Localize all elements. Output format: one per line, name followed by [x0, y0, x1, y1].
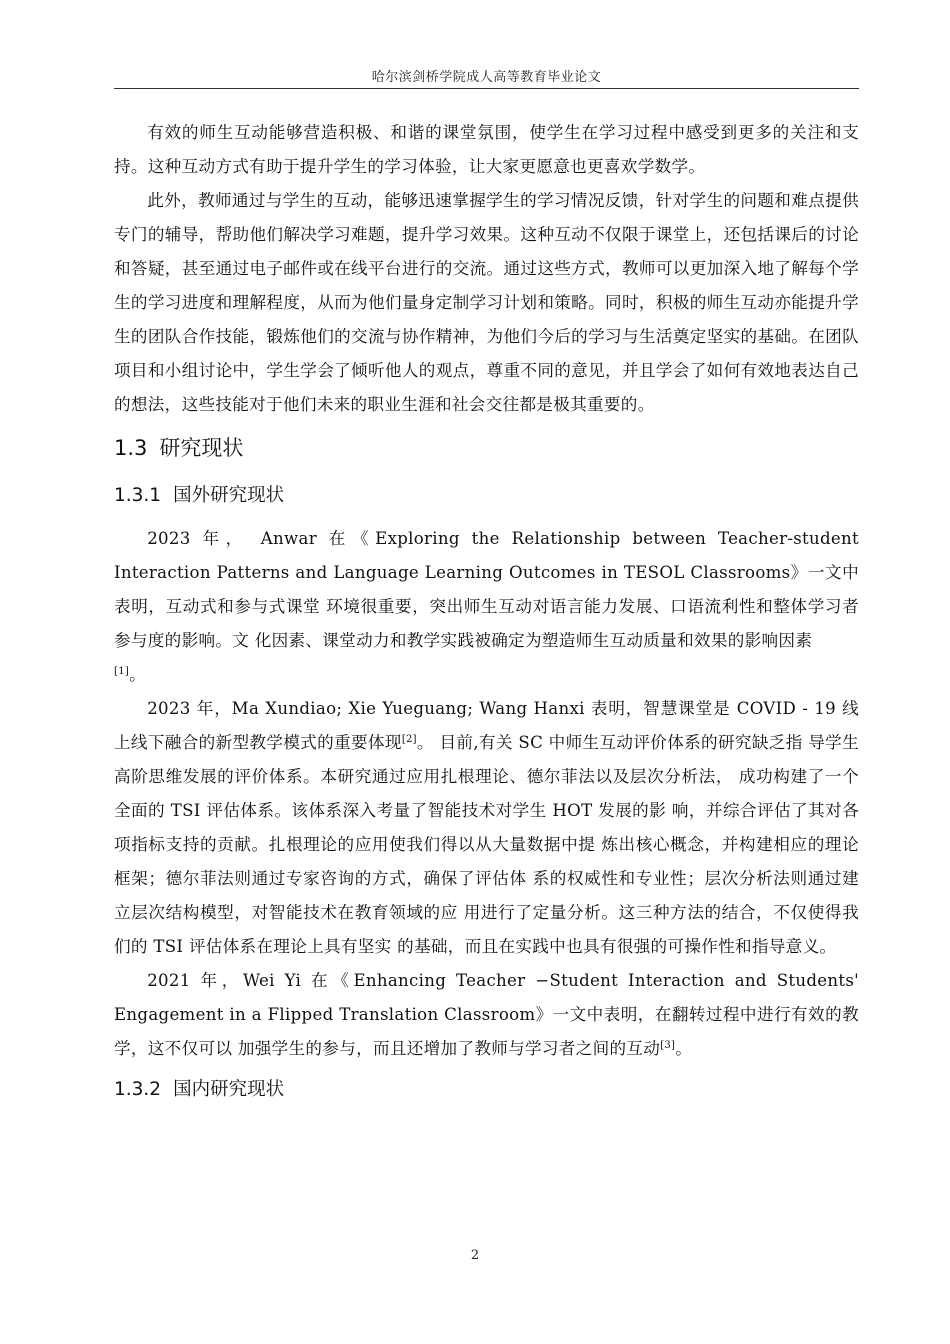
- paragraph: [114, 692, 859, 964]
- paragraph-end: 。: [129, 665, 146, 684]
- citation: [2]: [401, 734, 417, 745]
- subsection-title: 国内研究现状: [173, 1079, 285, 1100]
- subsection-heading: [114, 1070, 859, 1110]
- subsection-heading: [114, 476, 859, 516]
- section-title: 研究现状: [159, 436, 244, 460]
- subsection-number: 1.3.2: [114, 1079, 162, 1100]
- section-number: 1.3: [114, 436, 148, 460]
- paragraph-text: 2023 年，Ma Xundiao; Xie Yueguang; Wang Hanxi 表明，智慧课堂是 COVID - 19 线上线下融合的新型教学模式的重要体现: [114, 699, 859, 752]
- paragraph: [114, 522, 859, 692]
- paragraph-text: 。 目前,有关 SC 中师生互动评价体系的研究缺乏指 导学生高阶思维发展的评价体系。本研究通过应用扎根理论、德尔菲法以及层次分析法， 成功构建了一个全面的 TSI 评估体系。该体系深入考量了智能技术对学生 HOT 发展的影 响，并综合评估了其对各项指标支持的贡献。扎根理论的应用使我们得以从大量数据中提 炼出核心概念，并构建相应的理论框架；德尔菲法则通过专家咨询的方式，确保了评估体 系的权威性和专业性；层次分析法则通过建立层次结构模型，对智能技术在教育领域的应 用进行了定量分析。这三种方法的结合，不仅使得我们的 TSI 评估体系在理论上具有坚实 的基础，而且在实践中也具有很强的可操作性和指导意义。: [114, 733, 859, 956]
- section-heading: [114, 428, 859, 468]
- paragraph-text: 2023 年， Anwar 在《Exploring the Relationship between Teacher-student Interaction Patterns and Language Learning Outcomes in TESOL Classrooms》一文中表明，互动式和参与式课堂 环境很重要，突出师生互动对语言能力发展、口语流利性和整体学习者参与度的影响。文 化因素、课堂动力和教学实践被确定为塑造师生互动质量和效果的影响因素: [114, 529, 859, 650]
- page-body: [114, 116, 859, 1116]
- paragraph: [114, 964, 859, 1066]
- citation: [1]: [114, 666, 130, 677]
- paragraph-end: 。: [675, 1039, 693, 1058]
- subsection-number: 1.3.1: [114, 485, 162, 506]
- paragraph: 有效的师生互动能够营造积极、和谐的课堂氛围，使学生在学习过程中感受到更多的关注和支持。这种互动方式有助于提升学生的学习体验，让大家更愿意也更喜欢学数学。: [114, 123, 859, 176]
- running-header: 哈尔滨剑桥学院成人高等教育毕业论文: [371, 70, 602, 85]
- paragraph: 此外，教师通过与学生的互动，能够迅速掌握学生的学习情况反馈，针对学生的问题和难点提供专门的辅导，帮助他们解决学习难题，提升学习效果。这种互动不仅限于课堂上，还包括课后的讨论和答疑，甚至通过电子邮件或在线平台进行的交流。通过这些方式，教师可以更加深入地了解每个学生的学习进度和理解程度，从而为他们量身定制学习计划和策略。同时，积极的师生互动亦能提升学生的团队合作技能，锻炼他们的交流与协作精神，为他们今后的学习与生活奠定坚实的基础。在团队项目和小组讨论中，学生学会了倾听他人的观点，尊重不同的意见，并且学会了如何有效地表达自己的想法，这些技能对于他们未来的职业生涯和社会交往都是极其重要的。: [114, 191, 859, 414]
- subsection-title: 国外研究现状: [173, 485, 285, 506]
- citation: [3]: [660, 1040, 676, 1051]
- page-number: 2: [470, 1248, 480, 1263]
- header-rule: [114, 88, 859, 89]
- paragraph-text: 2021 年，Wei Yi 在《Enhancing Teacher −Student Interaction and Students' Engagement in a Flipped Translation Classroom》一文中表明，在翻转过程中进行有效的教学，这不仅可以 加强学生的参与，而且还增加了教师与学习者之间的互动: [114, 971, 859, 1058]
